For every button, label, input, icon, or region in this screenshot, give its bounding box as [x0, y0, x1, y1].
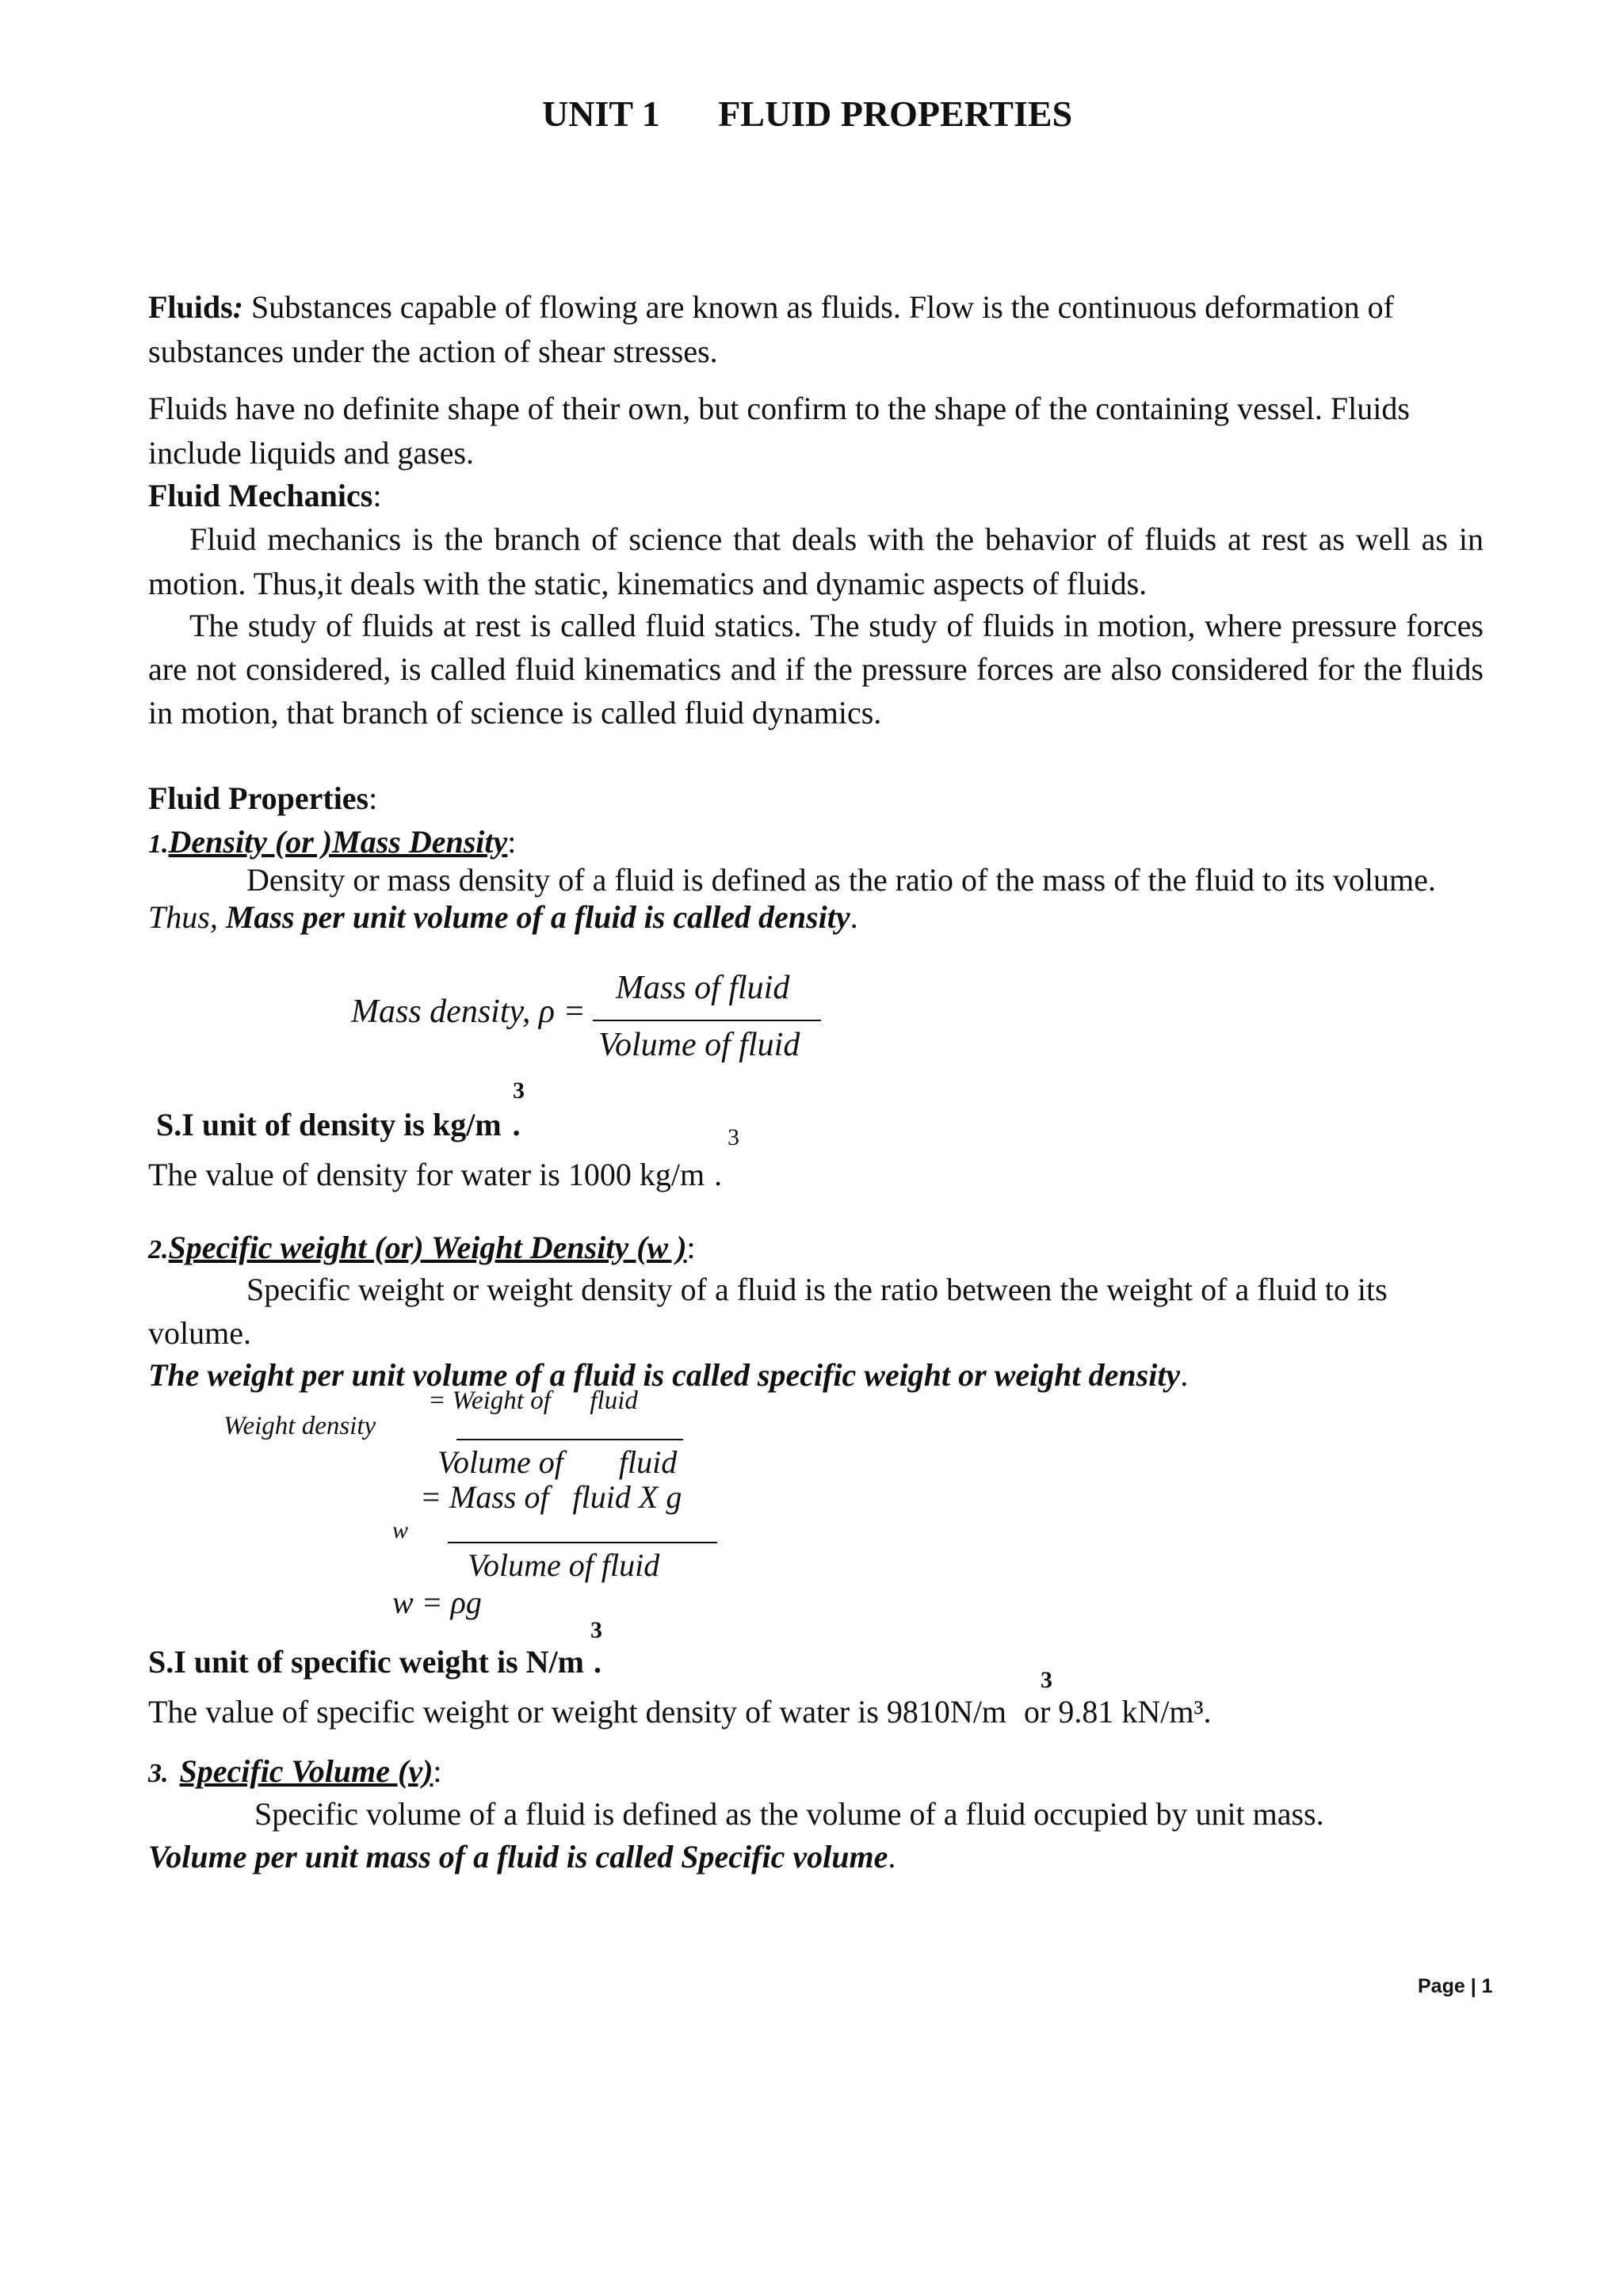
specific-volume-emphasis-period: . — [888, 1839, 896, 1875]
specific-weight-water-exponent: 3 — [1041, 1667, 1052, 1693]
fluids-label-colon: : — [232, 289, 244, 325]
density-heading-text: Density (or )Mass Density — [168, 824, 508, 860]
specific-weight-heading-colon: : — [686, 1230, 696, 1265]
density-emphasis-line — [148, 895, 858, 940]
density-water-value — [148, 1153, 722, 1197]
specific-weight-heading-text: Specific weight (or) Weight Density (w ) — [168, 1230, 687, 1265]
specific-volume-number: 3. — [148, 1759, 169, 1788]
fluids-label: Fluids — [148, 289, 233, 325]
density-emphasis-period: . — [850, 899, 858, 935]
w-rho-g-formula: w = ρg — [392, 1585, 482, 1620]
specific-weight-heading — [148, 1226, 696, 1270]
specific-weight-si-unit-period: . — [594, 1644, 601, 1680]
fluids-definition-text: Substances capable of flowing are known as fluids. Flow is the continuous deformation of substances under the action of shear stresses. — [148, 289, 1394, 369]
specific-weight-water-value — [148, 1690, 1211, 1734]
density-formula-fraction-bar — [593, 1020, 821, 1021]
fluid-properties-heading — [148, 776, 377, 821]
density-water-exponent: 3 — [727, 1124, 739, 1150]
page-number: Page | 1 — [1418, 1975, 1493, 1997]
density-si-exponent: 3 — [513, 1077, 525, 1104]
density-formula-numerator: Mass of fluid — [616, 970, 790, 1006]
fluid-mechanics-heading — [148, 474, 381, 518]
density-water-period: . — [714, 1157, 723, 1192]
specific-volume-emphasis: Volume per unit mass of a fluid is called Specific volume — [148, 1839, 888, 1875]
specific-weight-si-unit-text: S.I unit of specific weight is N/m — [148, 1644, 584, 1680]
density-si-unit — [156, 1103, 521, 1147]
specific-weight-water-suffix: or 9.81 kN/m³. — [1016, 1694, 1212, 1730]
specific-weight-emphasis: The weight per unit volume of a fluid is called specific weight or weight density — [148, 1357, 1181, 1393]
specific-volume-emphasis-line — [148, 1835, 896, 1879]
weight-density-formula-numerator: = Weight of fluid — [428, 1386, 638, 1415]
fluid-properties-heading-text: Fluid Properties — [148, 780, 369, 816]
specific-weight-definition: Specific weight or weight density of a fluid is the ratio between the weight of a fluid to its volume. — [148, 1272, 1388, 1351]
unit-number: UNIT 1 — [542, 93, 660, 134]
density-thus: Thus, — [148, 899, 218, 935]
specific-weight-emphasis-period: . — [1180, 1357, 1189, 1393]
specific-volume-definition: Specific volume of a fluid is defined as the volume of a fluid occupied by unit mass. — [254, 1796, 1324, 1832]
weight-density-formula-denominator: Volume of fluid — [437, 1444, 678, 1480]
density-si-unit-text: S.I unit of density is kg/m — [156, 1107, 502, 1142]
specific-weight-number: 2. — [148, 1235, 169, 1264]
fluids-shape-paragraph: Fluids have no definite shape of their own, but confirm to the shape of the containing vessel. Fluids include liquids and gases. — [148, 391, 1410, 471]
specific-weight-si-exponent: 3 — [590, 1617, 602, 1643]
density-heading-colon: : — [507, 824, 517, 860]
fluid-mechanics-heading-text: Fluid Mechanics — [148, 478, 373, 513]
specific-weight-emphasis-line — [148, 1353, 1188, 1398]
weight-density-formula-lhs: Weight density — [223, 1412, 376, 1440]
fluid-mechanics-paragraph-2: The study of fluids at rest is called fluid statics. The study of fluids in motion, where pressure forces are not considered, is called fluid kinematics and if the pressure forces are also considered for the fluids in motion, that branch of science is called fluid dynamics. — [148, 608, 1484, 730]
density-emphasis: Mass per unit volume of a fluid is called density — [225, 899, 850, 935]
density-number: 1. — [148, 830, 169, 859]
fluid-properties-colon: : — [369, 780, 378, 816]
w-formula-numerator: = Mass of fluid X g — [420, 1479, 682, 1515]
fluid-mechanics-paragraph-1: Fluid mechanics is the branch of science that deals with the behavior of fluids at rest as well as in motion. Thus,it deals with the static, kinematics and dynamic aspects of fluids. — [148, 521, 1484, 601]
density-definition: Density or mass density of a fluid is defined as the ratio of the mass of the fluid to its volume. — [246, 862, 1436, 898]
specific-weight-si-unit — [148, 1640, 601, 1684]
density-formula-lhs: Mass density, ρ = — [351, 994, 586, 1030]
specific-weight-water-text: The value of specific weight or weight density of water is 9810N/m — [148, 1694, 1007, 1730]
w-formula-denominator: Volume of fluid — [468, 1547, 660, 1583]
specific-volume-heading — [148, 1749, 442, 1794]
specific-volume-heading-text: Specific Volume (v) — [179, 1753, 433, 1789]
fluid-mechanics-colon: : — [372, 478, 382, 513]
unit-topic: FLUID PROPERTIES — [718, 93, 1073, 134]
w-formula-lhs: w — [392, 1517, 409, 1543]
density-formula-denominator: Volume of fluid — [598, 1027, 800, 1063]
density-si-unit-period: . — [512, 1107, 521, 1142]
density-water-text: The value of density for water is 1000 kg/m — [148, 1157, 705, 1192]
specific-volume-heading-colon: : — [433, 1753, 442, 1789]
fluids-definition — [148, 285, 1484, 374]
page-title — [542, 89, 1072, 139]
